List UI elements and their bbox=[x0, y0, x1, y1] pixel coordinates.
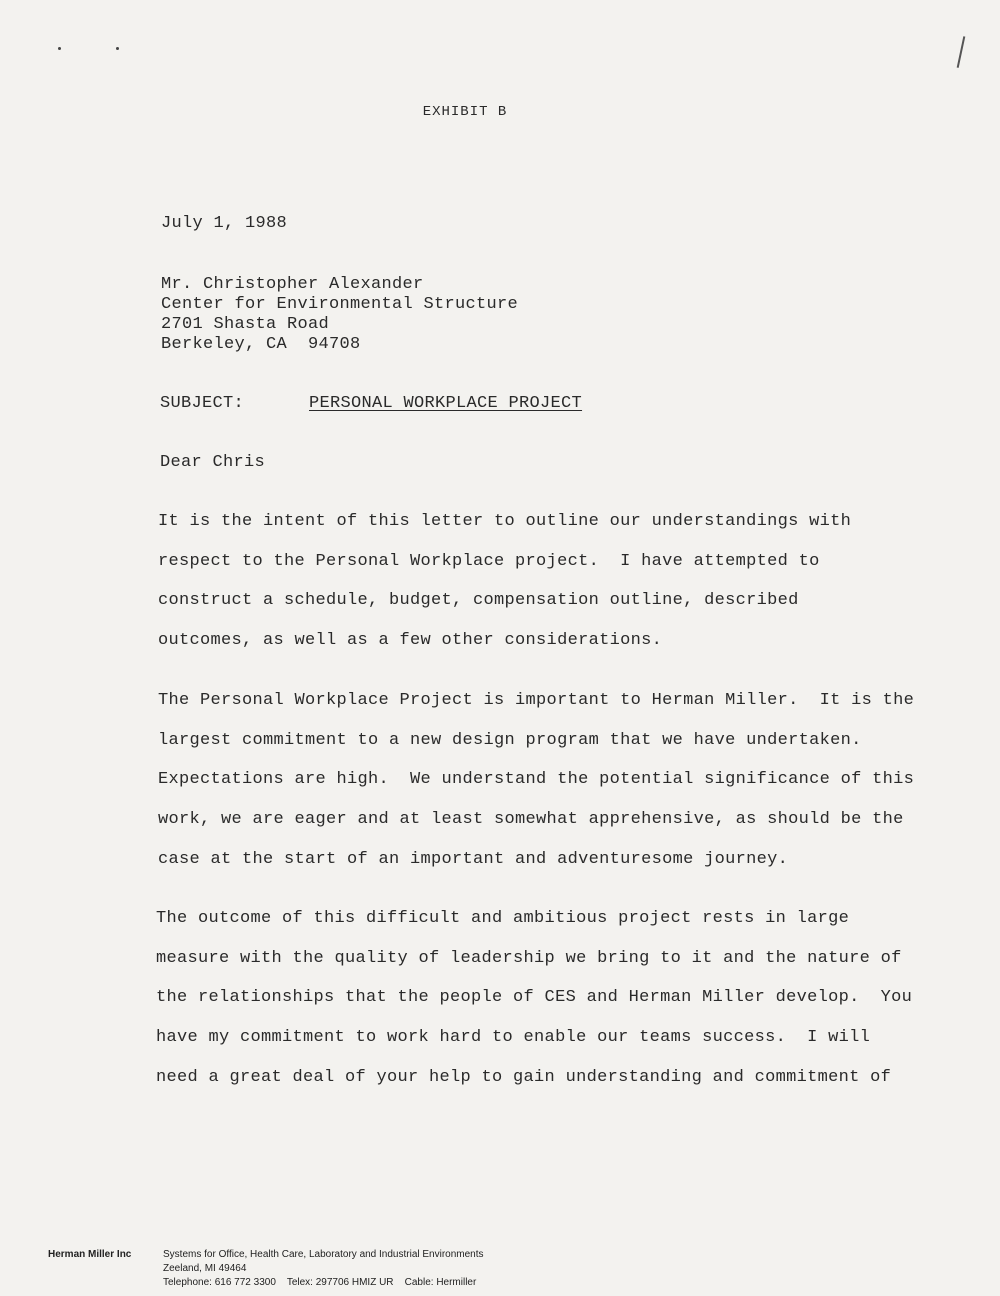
address-line: Mr. Christopher Alexander bbox=[161, 275, 424, 294]
paragraph-line: The Personal Workplace Project is important to Herman Miller. It is the bbox=[158, 691, 915, 710]
subject-text: PERSONAL WORKPLACE PROJECT bbox=[309, 394, 583, 413]
company-contact: Telephone: 616 772 3300 Telex: 297706 HMIZ UR Cable: Hermiller bbox=[163, 1277, 477, 1288]
paragraph-line: construct a schedule, budget, compensation outline, described bbox=[158, 591, 799, 611]
recipient-address bbox=[161, 275, 518, 355]
paragraph-line: need a great deal of your help to gain understanding and commitment of bbox=[156, 1067, 892, 1087]
paragraph-line: the relationships that the people of CES and Herman Miller develop. You bbox=[156, 988, 913, 1008]
address-line: Center for Environmental Structure bbox=[161, 295, 519, 314]
salutation: Dear Chris bbox=[160, 453, 266, 472]
company-tagline: Systems for Office, Health Care, Laboratory and Industrial Environments bbox=[163, 1249, 484, 1260]
paragraph-line: It is the intent of this letter to outline our understandings with bbox=[158, 512, 852, 531]
exhibit-heading: EXHIBIT B bbox=[422, 104, 508, 120]
paragraph-line: Expectations are high. We understand the potential significance of this bbox=[158, 770, 915, 790]
paragraph-line: work, we are eager and at least somewhat apprehensive, as should be the bbox=[158, 810, 904, 830]
stray-mark bbox=[58, 47, 61, 50]
letter-date: July 1, 1988 bbox=[161, 214, 288, 233]
subject-label: SUBJECT: bbox=[160, 394, 245, 413]
paragraph-line: measure with the quality of leadership we bring to it and the nature of bbox=[156, 948, 902, 968]
address-line: 2701 Shasta Road bbox=[161, 315, 330, 334]
paragraph-line: outcomes, as well as a few other considerations. bbox=[158, 631, 663, 651]
pencil-mark bbox=[957, 36, 965, 68]
paragraph-line: The outcome of this difficult and ambitious project rests in large bbox=[156, 909, 850, 928]
body-paragraph bbox=[158, 691, 915, 889]
paragraph-line: respect to the Personal Workplace project. I have attempted to bbox=[158, 551, 820, 571]
paragraph-line: largest commitment to a new design program that we have undertaken. bbox=[158, 730, 862, 750]
address-line: Berkeley, CA 94708 bbox=[161, 335, 361, 354]
company-location: Zeeland, MI 49464 bbox=[163, 1263, 247, 1274]
paragraph-line: have my commitment to work hard to enable our teams success. I will bbox=[156, 1028, 871, 1048]
body-paragraph bbox=[156, 909, 913, 1107]
body-paragraph bbox=[158, 512, 898, 671]
company-name: Herman Miller Inc bbox=[48, 1249, 132, 1260]
paragraph-line: case at the start of an important and adventuresome journey. bbox=[158, 849, 789, 869]
stray-mark bbox=[116, 47, 119, 50]
